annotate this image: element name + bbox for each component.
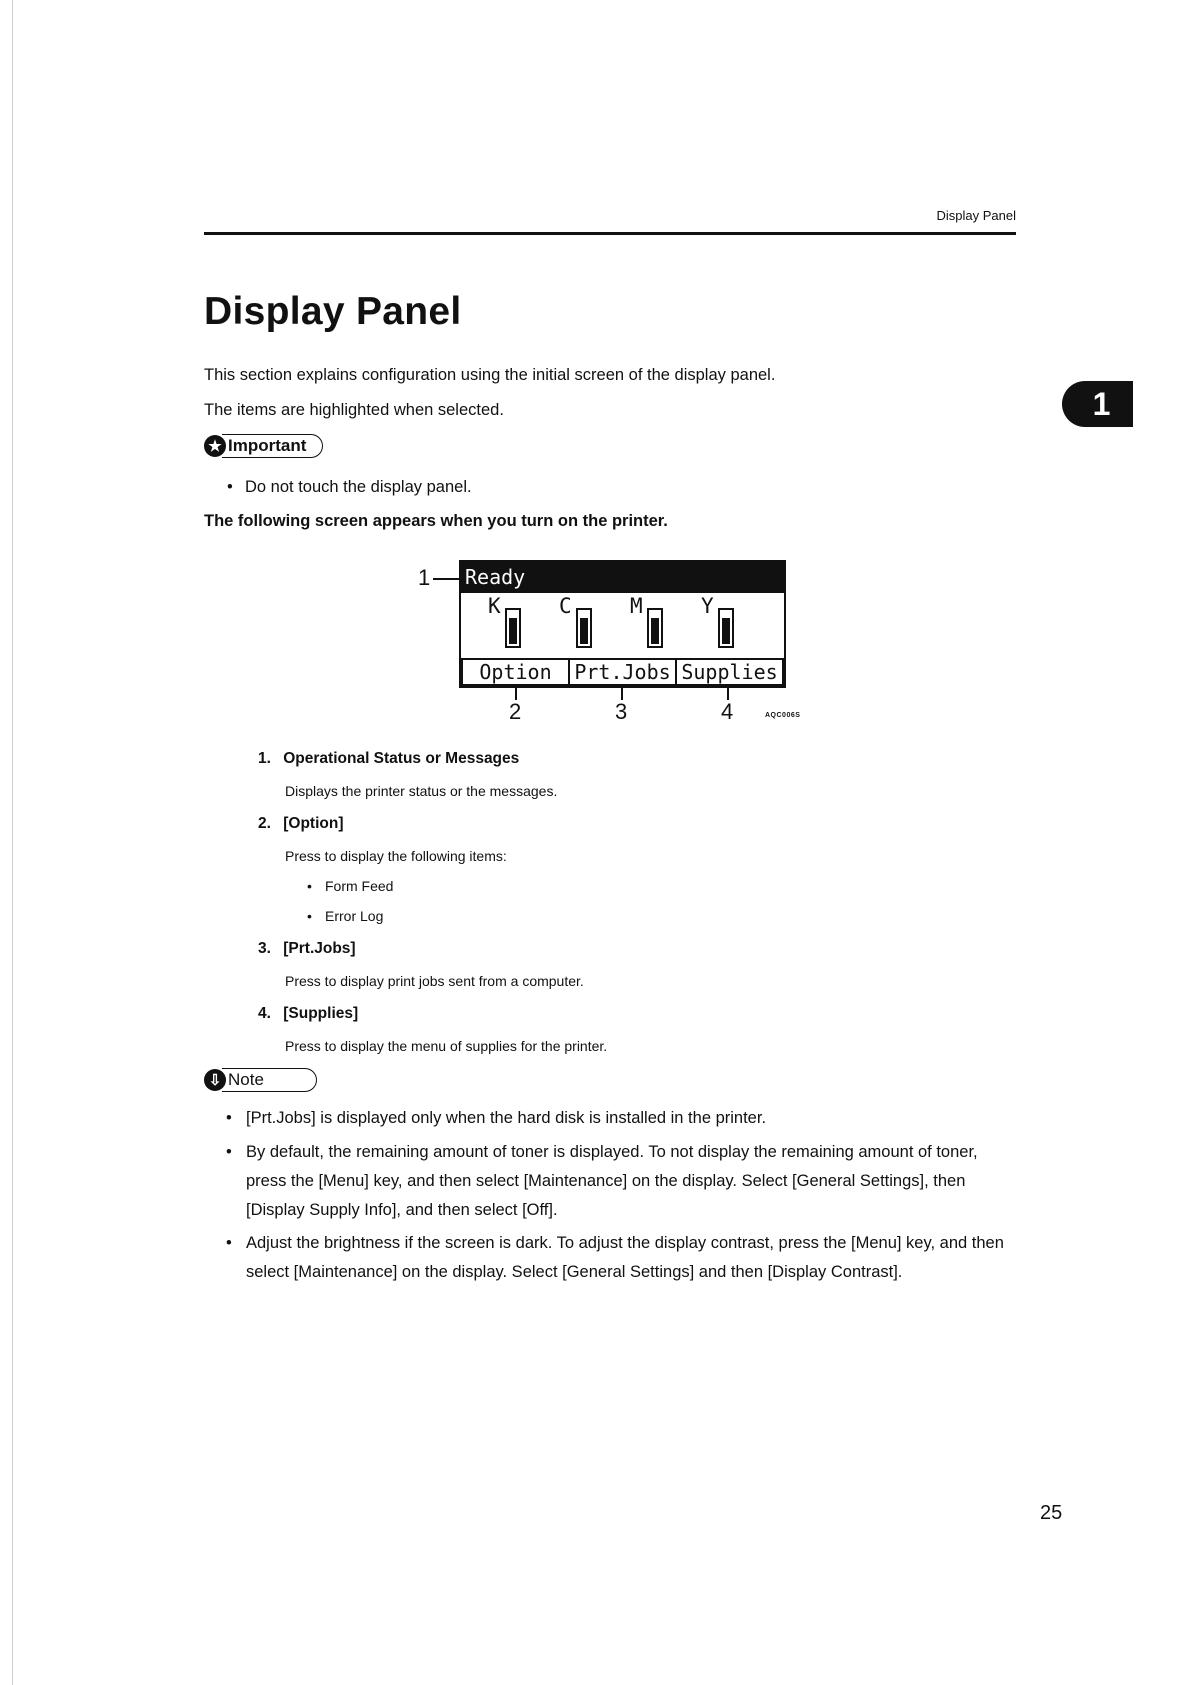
note-bullet-text: Adjust the brightness if the screen is dark. To adjust the display contrast, press the [Menu] key, and then select [Maintenance] on the display. Select [General Settings] and then [Display Contrast]. <box>246 1234 1004 1281</box>
toner-gauge-y <box>718 608 734 648</box>
toner-fill <box>580 618 588 644</box>
toner-letter-m: M <box>630 594 643 618</box>
note-bullet-1 <box>226 1104 1016 1133</box>
note-bullet-3 <box>226 1229 1016 1287</box>
softkey-row <box>461 658 784 686</box>
prt-jobs-softkey[interactable]: Prt.Jobs <box>568 658 677 686</box>
chapter-tab: 1 <box>1062 381 1133 427</box>
item-1-description: Displays the printer status or the messages. <box>285 783 558 799</box>
option-softkey[interactable]: Option <box>461 658 570 686</box>
page-margin-line <box>12 0 13 1685</box>
sub-bullet-text: Error Log <box>325 908 384 924</box>
bullet-dot: • <box>307 878 312 894</box>
item-1-title <box>258 750 519 768</box>
lead-in-heading: The following screen appears when you turn on the printer. <box>204 512 668 530</box>
item-number: 2. <box>258 815 271 832</box>
note-label: Note <box>222 1068 317 1092</box>
item-2-title <box>258 815 344 833</box>
callout-number-3: 3 <box>615 699 628 724</box>
toner-letter-y: Y <box>701 594 714 618</box>
toner-letter-c: C <box>559 594 572 618</box>
note-bullet-2 <box>226 1138 1016 1225</box>
arrow-down-icon: ⇩ <box>204 1069 226 1091</box>
item-3-title <box>258 940 356 958</box>
callout-number-4: 4 <box>721 699 734 724</box>
callout-number-2: 2 <box>509 699 522 724</box>
important-callout <box>204 434 323 458</box>
item-number: 1. <box>258 750 271 767</box>
sub-bullet-text: Form Feed <box>325 878 394 894</box>
supplies-softkey[interactable]: Supplies <box>675 658 784 686</box>
header-rule <box>204 232 1016 235</box>
note-callout <box>204 1068 317 1092</box>
bullet-dot: • <box>226 1234 232 1252</box>
callout-number-1: 1 <box>418 565 431 590</box>
note-bullet-text: [Prt.Jobs] is displayed only when the hard disk is installed in the printer. <box>246 1109 767 1127</box>
bullet-dot: • <box>227 478 233 496</box>
bullet-dot: • <box>226 1109 232 1127</box>
panel-status-bar: Ready <box>461 562 784 593</box>
intro-paragraph-1: This section explains configuration using the initial screen of the display panel. <box>204 366 776 384</box>
item-4-description: Press to display the menu of supplies for the printer. <box>285 1038 608 1054</box>
item-heading: [Supplies] <box>283 1005 359 1022</box>
page-title: Display Panel <box>204 290 462 333</box>
important-label: Important <box>222 434 323 458</box>
item-heading: [Option] <box>283 815 344 832</box>
item-number: 3. <box>258 940 271 957</box>
bullet-dot: • <box>226 1143 232 1161</box>
display-panel <box>459 560 786 688</box>
item-2-sub-bullet <box>307 878 394 894</box>
important-bullet <box>227 478 472 497</box>
toner-gauge-k <box>505 608 521 648</box>
item-4-title <box>258 1005 358 1023</box>
important-bullet-text: Do not touch the display panel. <box>245 478 472 496</box>
item-2-description: Press to display the following items: <box>285 848 507 864</box>
toner-gauge-c <box>576 608 592 648</box>
figure-code: AQC006S <box>765 712 801 719</box>
toner-fill <box>651 618 659 644</box>
running-head: Display Panel <box>936 208 1016 223</box>
intro-paragraph-2: The items are highlighted when selected. <box>204 401 504 419</box>
item-heading: [Prt.Jobs] <box>283 940 356 957</box>
toner-fill <box>509 618 517 644</box>
item-3-description: Press to display print jobs sent from a computer. <box>285 973 584 989</box>
bullet-dot: • <box>307 908 312 924</box>
note-bullet-text: By default, the remaining amount of toner is displayed. To not display the remaining amount of toner, press the [Menu] key, and then select [Maintenance] on the display. Select [General Settings], then [Display Supply Info], and then select [Off]. <box>246 1143 978 1219</box>
item-heading: Operational Status or Messages <box>283 750 520 767</box>
star-icon: ★ <box>204 435 226 457</box>
toner-letter-k: K <box>488 594 501 618</box>
toner-fill <box>722 618 730 644</box>
item-number: 4. <box>258 1005 271 1022</box>
page-number: 25 <box>1040 1502 1063 1524</box>
toner-gauge-m <box>647 608 663 648</box>
item-2-sub-bullet <box>307 908 384 924</box>
